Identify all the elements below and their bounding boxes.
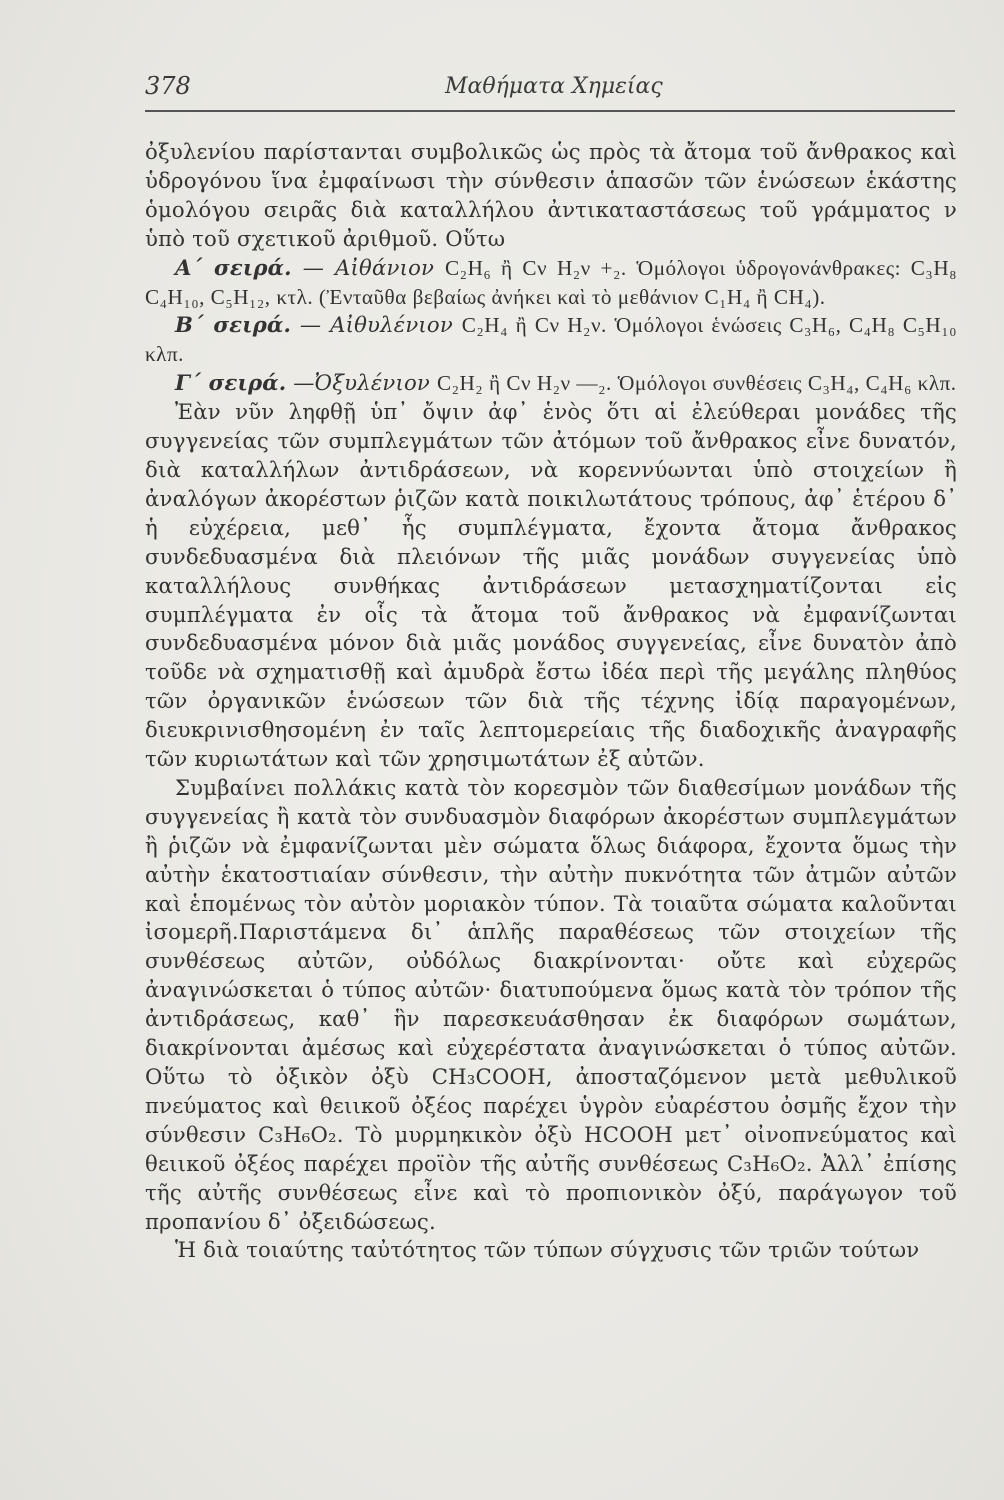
series-a <box>145 254 957 312</box>
series-a-label: Α΄ σειρά. <box>175 254 292 280</box>
series-b-label: Β΄ σειρά. <box>175 312 292 338</box>
paragraph-affinity: Ἐὰν νῦν ληφθῇ ὑπ᾽ ὄψιν ἀφ᾽ ἑνὸς ὅτι αἱ ἐλεύθεραι μονάδες τῆς συγγενείας τῶν συμπλεγμάτων τῶν ἀτόμων τοῦ ἄνθρακος εἶνε δυνατόν, διὰ καταλλήλων ἀντιδράσεων, νὰ κορεννύωνται ὑπὸ στοιχείων ἢ ἀναλόγων ἀκορέστων ῥιζῶν κατὰ ποικιλωτάτους τρόπους, ἀφ᾽ ἑτέρου δ᾽ ἡ εὐχέρεια, μεθ᾽ ἧς συμπλέγματα, ἔχοντα ἄτομα ἄνθρακος συνδεδυασμένα διὰ πλειόνων τῆς μιᾶς μονάδων συγγενείας ὑπὸ καταλλήλους συνθήκας ἀντιδράσεων μετασχηματίζονται εἰς συμπλέγματα ἐν οἷς τὰ ἄτομα τοῦ ἄνθρακος νὰ ἐμφανίζωνται συνδεδυασμένα μόνον διὰ μιᾶς μονάδος συγγενείας, εἶνε δυνατὸν ἀπὸ τοῦδε νὰ σχηματισθῇ καὶ ἀμυδρὰ ἔστω ἰδέα περὶ τῆς μεγάλης πληθύος τῶν ὀργανικῶν ἑνώσεων τῶν διὰ τῆς τέχνης ἰδίᾳ παραγομένων, διευκρινισθησομένη ἐν ταῖς λεπτομερείαις τῆς διαδοχικῆς ἀναγραφῆς τῶν κυριωτάτων καὶ τῶν χρησιμωτάτων ἐξ αὐτῶν. <box>145 399 957 772</box>
running-title: Μαθήματα Χημείας <box>445 74 663 99</box>
series-c-label: Γ΄ σειρά. <box>175 370 287 396</box>
header-rule <box>145 110 955 112</box>
series-b-name: — Αἰθυλένιον <box>299 312 453 338</box>
paragraph-closing: Ἡ διὰ τοιαύτης ταὐτότητος τῶν τύπων σύγχυσις τῶν τριῶν τούτων <box>175 1237 920 1263</box>
series-c-name: —Ὀξυλένιον <box>293 370 431 396</box>
paragraph-intro: ὀξυλενίου παρίστανται συμβολικῶς ὡς πρὸς τὰ ἄτομα τοῦ ἄνθρακος καὶ ὑδρογόνου ἵνα ἐμφαίνωσι τὴν σύνθεσιν ἁπασῶν τῶν ἑνώσεων ἑκάστης ὁμολόγου σειρᾶς διὰ καταλλήλου ἀντικαταστάσεως τοῦ γράμματος ν ὑπὸ τοῦ σχετικοῦ ἀριθμοῦ. Οὕτω <box>145 139 957 251</box>
series-c <box>145 369 957 398</box>
page-header <box>145 72 955 112</box>
series-b-text: C₂H₄ ἢ Cν H₂ν. Ὁμόλογοι ἑνώσεις C₃H₆, C₄H₈ C₅H₁₀ κλπ. <box>145 313 957 367</box>
page-number: 378 <box>145 72 191 100</box>
series-b <box>145 311 957 369</box>
paragraph-isomers: Συμβαίνει πολλάκις κατὰ τὸν κορεσμὸν τῶν διαθεσίμων μονάδων τῆς συγγενείας ἢ κατὰ τὸν συνδυασμὸν διαφόρων ἀκορέστων συμπλεγμάτων ἢ ῥιζῶν νὰ ἐμφανίζωνται μὲν σώματα ὅλως διάφορα, ἔχοντα ὅμως τὴν αὐτὴν ἑκατοστιαίαν σύνθεσιν, τὴν αὐτὴν πυκνότητα τῶν ἀτμῶν αὐτῶν καὶ ἑπομένως τὸν αὐτὸν μοριακὸν τύπον. Τὰ τοιαῦτα σώματα καλοῦνται ἰσομερῆ.Παριστάμενα δι᾽ ἁπλῆς παραθέσεως τῶν στοιχείων τῆς συνθέσεως αὐτῶν, οὐδόλως διακρίνονται· οὔτε καὶ εὐχερῶς ἀναγινώσκεται ὁ τύπος αὐτῶν· διατυπούμενα ὅμως κατὰ τὸν τρόπον τῆς ἀντιδράσεως, καθ᾽ ἣν παρεσκευάσθησαν ἐκ διαφόρων σωμάτων, διακρίνονται ἀμέσως καὶ εὐχερέστατα ἀναγινώσκεται ὁ τύπος αὐτῶν. Οὕτω τὸ ὀξικὸν ὀξὺ CH₃COOH, ἀποσταζόμενον μετὰ μεθυλικοῦ πνεύματος καὶ θειικοῦ ὀξέος παρέχει ὑγρὸν εὐαρέστου ὀσμῆς ἔχον τὴν σύνθεσιν C₃H₆O₂. Τὸ μυρμηκικὸν ὀξὺ HCOOH μετ᾽ οἰνοπνεύματος καὶ θειικοῦ ὀξέος παρέχει προϊὸν τῆς αὐτῆς συνθέσεως C₃H₆O₂. Ἀλλ᾽ ἐπίσης τῆς αὐτῆς συνθέσεως εἶνε καὶ τὸ προπιονικὸν ὀξύ, παράγωγον τοῦ προπανίου δ᾽ ὀξειδώσεως. <box>145 774 957 1234</box>
series-c-text: C₂H₂ ἢ Cν H₂ν —₂. Ὁμόλογοι συνθέσεις C₃H₄, C₄H₆ κλπ. <box>436 371 957 396</box>
body-text <box>145 138 957 1265</box>
series-a-text: C₂H₆ ἢ Cν H₂ν +₂. Ὁμόλογοι ὑδρογονάνθρακες: C₃H₈ C₄H₁₀, C₅H₁₂, κτλ. (Ἐνταῦθα βεβαίως ἀνήκει καὶ τὸ μεθάνιον C₁H₄ ἢ CH₄). <box>145 255 958 309</box>
series-a-name: — Αἰθάνιον <box>302 254 435 280</box>
